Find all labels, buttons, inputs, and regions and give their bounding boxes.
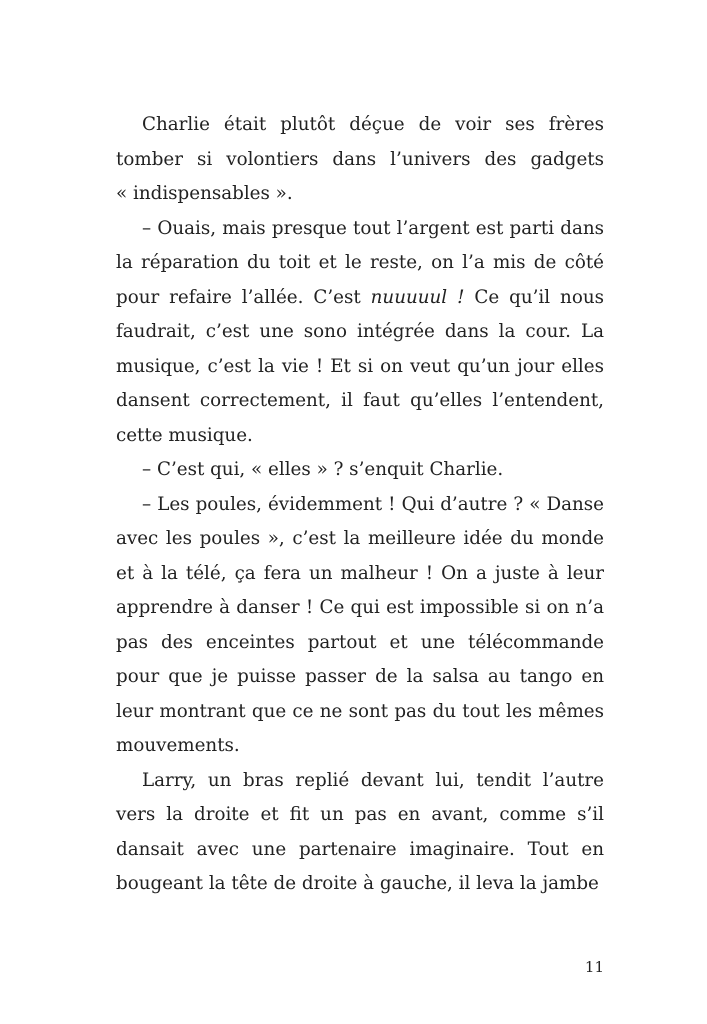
- book-page-body: [116, 108, 604, 928]
- paragraph-5: [116, 764, 604, 902]
- page-number: 11: [584, 958, 604, 976]
- paragraph-2-emphasis: nuuuuul !: [370, 286, 465, 308]
- paragraph-1: [116, 108, 604, 212]
- paragraph-2-text-before: – Ouais, mais presque tout l’argent est parti dans la réparation du toit et le reste, on l’a mis de côté pour refaire l’allée. C’est: [116, 217, 604, 308]
- paragraph-3: [116, 453, 604, 488]
- paragraph-5-text: Larry, un bras replié devant lui, tendit l’autre vers la droite et fit un pas en avant, comme s’il dansait avec une partenaire imaginaire. Tout en bougeant la tête de droite à gauche, il leva la jambe: [116, 769, 604, 894]
- paragraph-3-text: – C’est qui, « elles » ? s’enquit Charlie.: [142, 459, 504, 480]
- paragraph-4: [116, 488, 604, 764]
- paragraph-2-text-after: Ce qu’il nous faudrait, c’est une sono intégrée dans la cour. La musique, c’est la vie ! Et si on veut qu’un jour elles dansent correctement, il faut qu’elles l’entendent, cette musique.: [116, 286, 604, 446]
- paragraph-4-text: – Les poules, évidemment ! Qui d’autre ? « Danse avec les poules », c’est la meilleure idée du monde et à la télé, ça fera un malheur ! On a juste à leur apprendre à danser ! Ce qui est impossible si on n’a pas des enceintes partout et une télécommande pour que je puisse passer de la salsa au tango en leur montrant que ce ne sont pas du tout les mêmes mouvements.: [116, 493, 604, 756]
- paragraph-1-text: Charlie était plutôt déçue de voir ses frères tomber si volontiers dans l’univers des gadgets « indispensables ».: [116, 114, 604, 204]
- paragraph-2: [116, 212, 604, 454]
